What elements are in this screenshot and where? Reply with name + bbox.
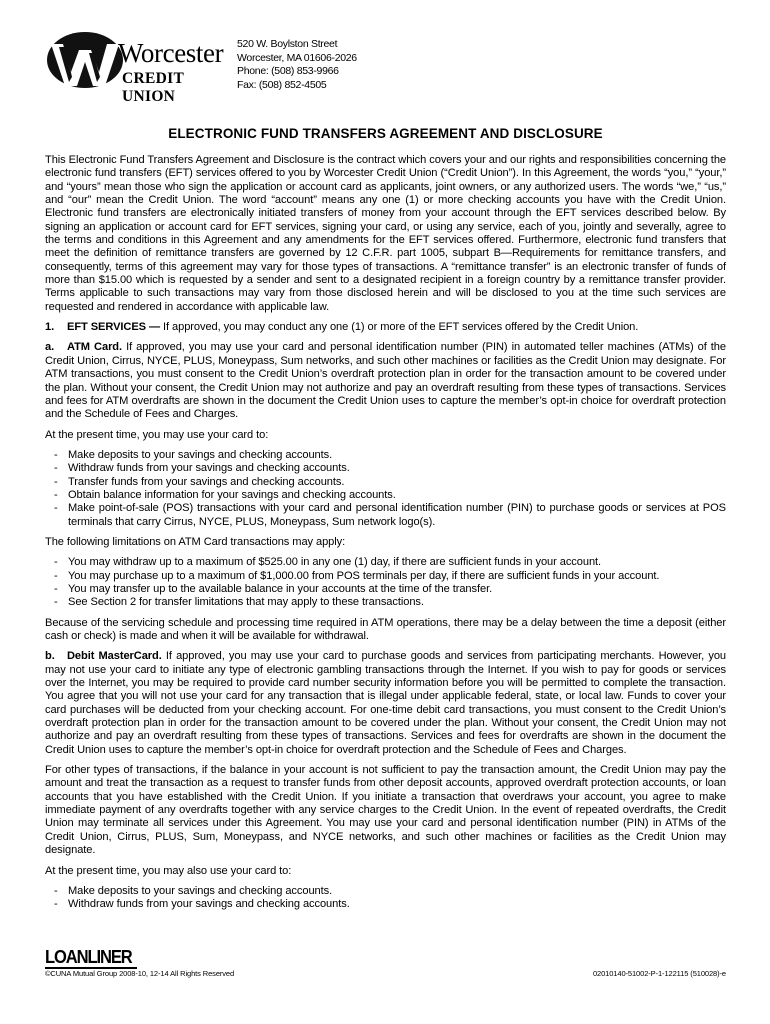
section-heading: EFT SERVICES — bbox=[67, 321, 160, 334]
list-item: - Make deposits to your savings and checking accounts. bbox=[45, 449, 726, 462]
logo-wordmark: Worcester bbox=[118, 38, 224, 68]
subsection-text: If approved, you may use your card to purchase goods and services from participating merchants. However, you may not use your card to initiate any type of electronic gambling transactions through the Internet. If you wish to pay for goods or services over the Internet, you may be required to provide card number security information before you will be permitted to complete the transaction. You agree that you will not use your card for any transaction that is illegal under applicable federal, state, or local law. Funds to cover your card purchases will be deducted from your checking account. For one-time debit card transactions, you must consent to the Credit Union’s overdraft protection plan in order for the transaction amount to be covered under the plan. Without your consent, the Credit Union may not authorize and pay an overdraft resulting from these types of transactions. Services and fees for overdrafts are shown in the document the Credit Union uses to capture the member’s opt-in choice for overdraft protection and the Schedule of Fees and Charges. bbox=[45, 650, 726, 756]
atm-uses-intro: At the present time, you may use your card to: bbox=[45, 428, 269, 441]
subsection-heading: ATM Card. bbox=[67, 341, 123, 354]
subsection-label: b. bbox=[45, 650, 55, 663]
subsection-text: If approved, you may use your card and personal identification number (PIN) in automated teller machines (ATMs) of the Credit Union, Cirrus, NYCE, PLUS, Moneypass, Sum networks, and such other machines or facilities as the Credit Union may designate. For ATM transactions, you must consent to the Credit Union’s overdraft protection plan in order for the transaction amount to be covered under the plan. Without your consent, the Credit Union may not authorize and pay an overdraft resulting from these types of transactions. Services and fees for ATM overdrafts are shown in the document the Credit Union uses to capture the member’s opt-in choice for overdraft protection and the Schedule of Fees and Charges. bbox=[45, 341, 726, 421]
form-code: 02010140-51002-P-1-122115 (510028)-e bbox=[592, 969, 726, 978]
atm-delay-paragraph: Because of the servicing schedule and processing time required in ATM operations, there may be a delay between the time a deposit (either cash or check) is made and when it will be available for withdrawal. bbox=[45, 616, 726, 642]
list-item: - See Section 2 for transfer limitations that may apply to these transactions. bbox=[45, 596, 726, 609]
debit-uses-intro: At the present time, you may also use your card to: bbox=[45, 864, 292, 877]
address-fax: Fax: (508) 852-4505 bbox=[237, 78, 327, 91]
list-item: - You may withdraw up to a maximum of $525.00 in any one (1) day, if there are sufficient funds in your account. bbox=[45, 556, 726, 569]
letterhead bbox=[45, 26, 726, 105]
w-emblem-icon bbox=[45, 30, 125, 90]
list-item: - Transfer funds from your savings and checking accounts. bbox=[45, 476, 726, 489]
atm-card-paragraph bbox=[45, 341, 726, 421]
address-block bbox=[237, 38, 357, 92]
document-title: ELECTRONIC FUND TRANSFERS AGREEMENT AND DISCLOSURE bbox=[168, 126, 603, 141]
subsection-heading: Debit MasterCard. bbox=[67, 650, 162, 663]
document-body bbox=[45, 154, 726, 919]
list-item: - Withdraw funds from your savings and checking accounts. bbox=[45, 898, 726, 911]
debit-uses-list bbox=[45, 885, 726, 912]
atm-limits-intro: The following limitations on ATM Card transactions may apply: bbox=[45, 535, 346, 548]
section-number: 1. bbox=[45, 321, 55, 334]
loanliner-logo: LOANLINER bbox=[45, 947, 132, 967]
address-phone: Phone: (508) 853-9966 bbox=[237, 65, 339, 77]
address-street: 520 W. Boylston Street bbox=[237, 38, 338, 50]
list-item: - You may transfer up to the available balance in your accounts at the time of the transfer. bbox=[45, 583, 726, 596]
list-item: - Make point-of-sale (POS) transactions with your card and personal identification number (PIN) to purchase goods or services at POS terminals that carry Cirrus, NYCE, PLUS, Moneypass, Sum network logo(s). bbox=[45, 502, 726, 529]
atm-limits-list bbox=[45, 556, 726, 609]
credit-union-logo bbox=[45, 26, 235, 105]
list-item: - Obtain balance information for your savings and checking accounts. bbox=[45, 489, 726, 502]
section-1-eft-services bbox=[45, 321, 726, 334]
subsection-label: a. bbox=[45, 341, 55, 354]
address-city: Worcester, MA 01606-2026 bbox=[237, 51, 357, 64]
section-text: If approved, you may conduct any one (1) or more of the EFT services offered by the Credit Union. bbox=[160, 321, 639, 334]
list-item: - You may purchase up to a maximum of $1,000.00 from POS terminals per day, if there are sufficient funds in your account. bbox=[45, 570, 726, 583]
list-item: - Make deposits to your savings and checking accounts. bbox=[45, 885, 726, 898]
page-footer bbox=[45, 947, 726, 987]
debit-other-paragraph: For other types of transactions, if the balance in your account is not sufficient to pay the transaction amount, the Credit Union may pay the amount and treat the transaction as a request to transfer funds from other deposit accounts, approved overdraft protection accounts, or loan accounts that you have established with the Credit Union. If you initiate a transaction that overdraws your account, you agree to make immediate payment of any overdrafts together with any service charges to the Credit Union. In the event of repeated overdrafts, the Credit Union may terminate all services under this Agreement. You may use your card and personal identification number (PIN) in ATMs of the Credit Union, Cirrus, PLUS, Sum, Moneypass, and NYCE networks, and such other machines or facilities as the Credit Union may designate. bbox=[45, 764, 726, 857]
intro-paragraph: This Electronic Fund Transfers Agreement and Disclosure is the contract which covers your and our rights and responsibilities concerning the electronic fund transfers (EFT) services offered to you by Worcester Credit Union (“Credit Union”). In this Agreement, the words “you,” “your,” and “yours” mean those who sign the application or account card as applicants, joint owners, or any authorized users. The words “we,” “us,” and “our” mean the Credit Union. The word “account” means any one (1) or more checking accounts you have with the Credit Union. Electronic fund transfers are electronically initiated transfers of money from your account through the EFT services described below. By signing an application or account card for EFT services, signing your card, or using any service, each of you, jointly and severally, agree to the terms and conditions in this Agreement and any amendments for the EFT services offered. Furthermore, electronic fund transfers that meet the definition of remittance transfers are governed by 12 C.F.R. part 1005, subpart B—Requirements for remittance transfers, and consequently, terms of this agreement may vary for those types of transactions. A “remittance transfer” is an electronic transfer of funds of more than $15.00 which is requested by a sender and sent to a designated recipient in a foreign country by a remittance transfer provider. Terms applicable to such transactions may vary from those disclosed herein and will be disclosed to you at the time such services are requested and rendered in accordance with applicable law. bbox=[45, 154, 726, 313]
copyright-notice: ©CUNA Mutual Group 2008-10, 12-14 All Rights Reserved bbox=[45, 969, 235, 978]
logo-subtitle: CREDIT UNION bbox=[122, 70, 184, 105]
list-item: - Withdraw funds from your savings and checking accounts. bbox=[45, 462, 726, 475]
debit-card-paragraph bbox=[45, 650, 726, 757]
atm-uses-list bbox=[45, 449, 726, 529]
